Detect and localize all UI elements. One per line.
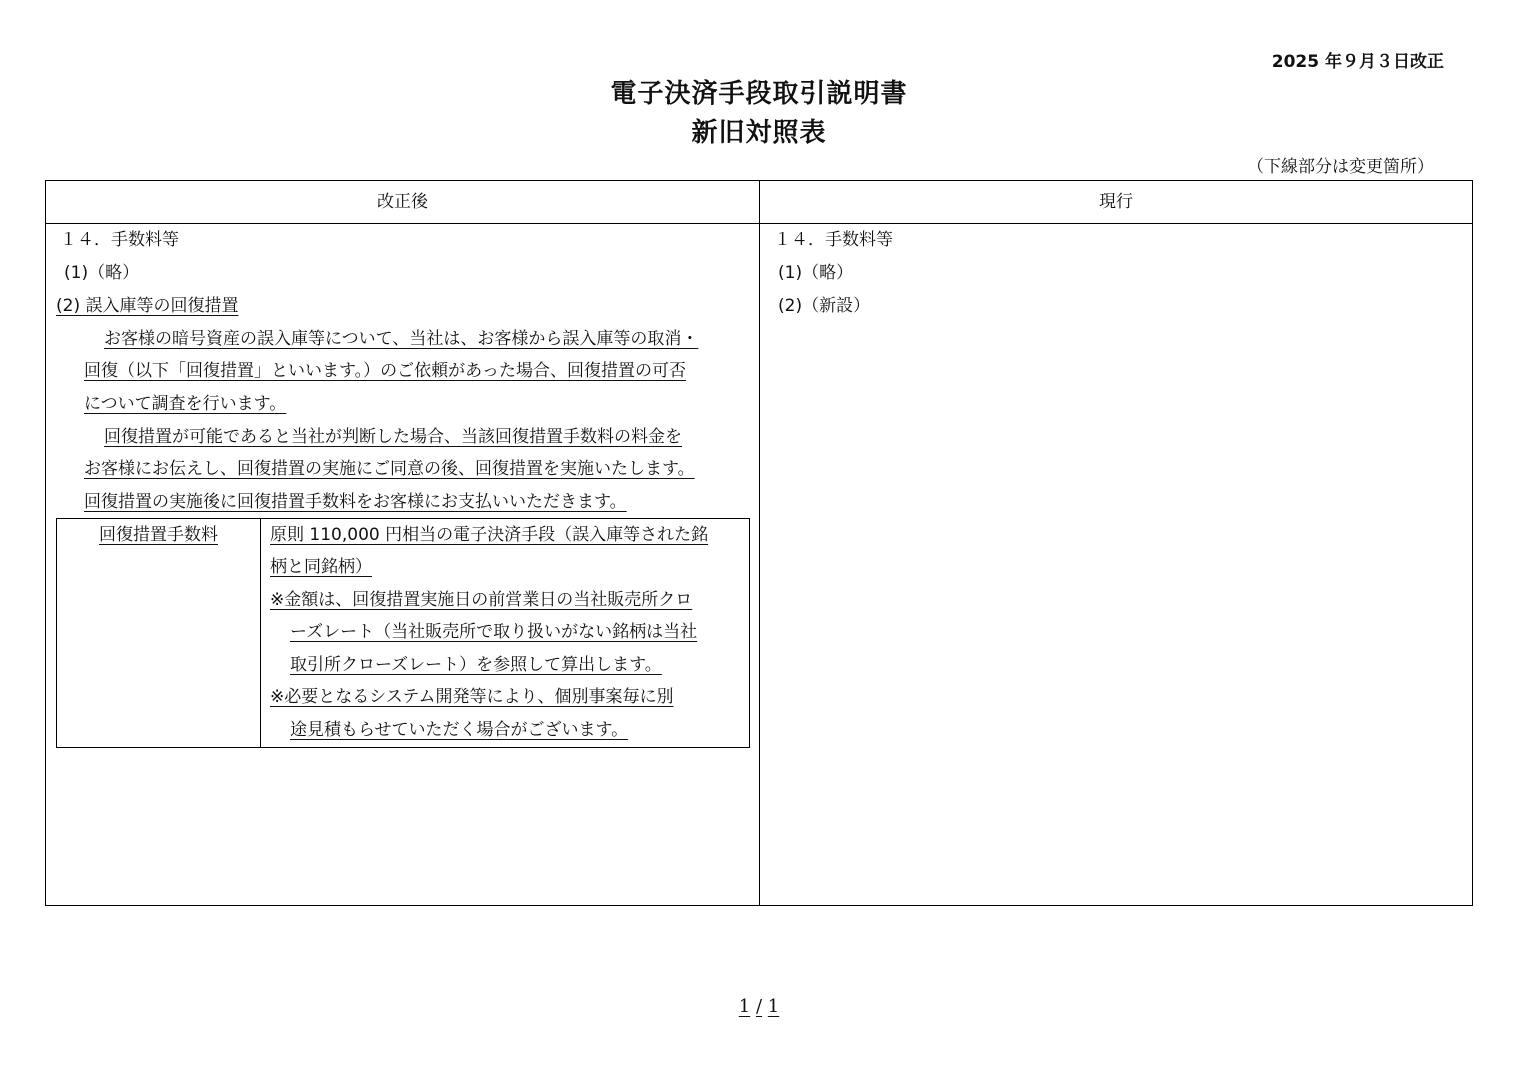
section-heading: １４．手数料等 bbox=[774, 230, 893, 250]
fee-table bbox=[56, 518, 750, 748]
fee-note-line: 取引所クローズレート）を参照して算出します。 bbox=[290, 655, 662, 675]
section-heading: １４．手数料等 bbox=[60, 230, 179, 250]
fee-note-line: ※必要となるシステム開発等により、個別事案毎に別 bbox=[270, 687, 674, 707]
page-separator: / bbox=[755, 996, 763, 1017]
fee-table-divider bbox=[260, 519, 261, 747]
item-1: (1)（略） bbox=[64, 263, 140, 283]
para2-line2: お客様にお伝えし、回復措置の実施にご同意の後、回復措置を実施いたします。 bbox=[84, 459, 695, 479]
column-divider bbox=[759, 181, 760, 905]
page-current: 1 bbox=[738, 996, 751, 1017]
item-2: (2)（新設） bbox=[778, 296, 871, 316]
para1-line3: について調査を行います。 bbox=[84, 394, 287, 414]
fee-label: 回復措置手数料 bbox=[99, 525, 218, 545]
document-subtitle: 新旧対照表 bbox=[691, 118, 827, 148]
page-total: 1 bbox=[767, 996, 780, 1017]
document-title: 電子決済手段取引説明書 bbox=[610, 79, 908, 109]
para1-line2: 回復（以下「回復措置」といいます。）のご依頼があった場合、回復措置の可否 bbox=[84, 361, 686, 381]
item-1: (1)（略） bbox=[778, 263, 854, 283]
column-header-current: 現行 bbox=[760, 181, 1472, 224]
para2-line1: 回復措置が可能であると当社が判断した場合、当該回復措置手数料の料金を bbox=[104, 427, 682, 447]
revision-date: 2025 年９月３日改正 bbox=[1271, 52, 1444, 72]
page-number bbox=[0, 996, 1518, 1017]
underline-note: （下線部分は変更箇所） bbox=[1247, 157, 1434, 177]
column-header-revised: 改正後 bbox=[46, 181, 760, 224]
item-2-heading: (2) 誤入庫等の回復措置 bbox=[56, 296, 239, 316]
para1-line1: お客様の暗号資産の誤入庫等について、当社は、お客様から誤入庫等の取消・ bbox=[104, 329, 699, 349]
comparison-table bbox=[45, 180, 1473, 906]
fee-note-line: ※金額は、回復措置実施日の前営業日の当社販売所クロ bbox=[270, 590, 693, 610]
para2-line3: 回復措置の実施後に回復措置手数料をお客様にお支払いいただきます。 bbox=[84, 492, 627, 512]
fee-line: 原則 110,000 円相当の電子決済手段（誤入庫等された銘 bbox=[270, 525, 709, 545]
fee-note-line: 途見積もらせていただく場合がございます。 bbox=[290, 720, 629, 740]
fee-note-line: ーズレート（当社販売所で取り扱いがない銘柄は当社 bbox=[290, 622, 698, 642]
fee-line: 柄と同銘柄） bbox=[270, 557, 372, 577]
